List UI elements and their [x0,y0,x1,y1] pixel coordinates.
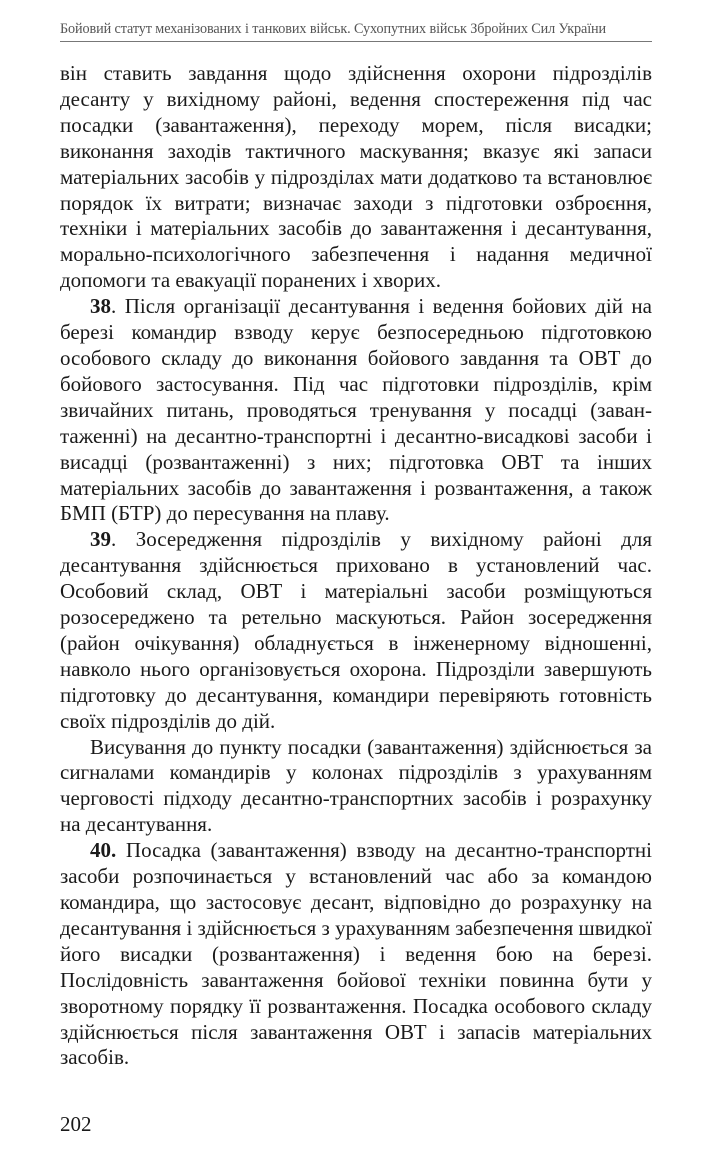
running-header: Бойовий статут механізованих і танкових військ. Сухопутних військ Збройних Сил України [60,20,652,42]
paragraph-text: Посадка (завантаження) взводу на десантно-транспортні засоби розпочинається у встановлений час або за командою командира, що застосовує десант, відповідно до розрахунку на десантування і здійснюється з урахуванням забезпечення швидкої його висадки (розвантаження) і ведення бою на березі. Послідовність завантаження бойової техніки повинна бути у зворотному порядку її розвантаження. Посадка особового складу здійснюється після завантаження ОВТ і запасів матеріальних засобів. [60,838,652,1070]
paragraph-number: 38 [90,294,111,319]
page-body [60,61,652,1071]
paragraph-number: 39 [90,527,111,552]
paragraph-text: . Після організації десантування і ведення бойових дій на березі командир взводу керує безпосередньою підготовкою особового складу до виконання бойового завдання та ОВТ до бойового застосування. Під час підготовки підрозділів, крім звичайних питань, проводяться тренування у посадці (завантаженні) на десантно-транспортні і десантно-висадкові засоби і висадці (розвантаженні) з них; підготовка ОВТ та інших матеріальних засобів до завантаження і розвантаження, а також БМП (БТР) до пересування на плаву. [60,294,652,526]
paragraph-text: Висування до пункту посадки (завантаження) здійснюється за сигналами командирів у колонах підрозділів з урахуванням черговості підходу десантно-транспортних засобів і розрахунку на десантування. [60,734,652,837]
paragraph-39 [60,527,652,734]
paragraph-38 [60,294,652,527]
paragraph-text: він ставить завдання щодо здійснення охорони підрозділів десанту у вихідному районі, ведення спостереження під час посадки (завантаження), переходу морем, після висадки; виконання заходів тактичного маскування; вказує які запаси матеріальних засобів у підрозділах мати додатково та встановлює порядок їх витрати; визначає заходи з підготовки озброєння, техніки і матеріальних засобів до завантаження і десантування, морально-психологічного забезпечення і надання медичної допомоги та евакуації поранених і хворих. [60,61,652,293]
paragraph-text: . Зосередження підрозділів у вихідному районі для десантування здійснюється приховано в установлений час. Особовий склад, ОВТ і матеріальні засоби розміщуються розосереджено та ретельно маскуються. Район зосередження (район очікування) обладнується в інженерному відношенні, навколо нього організовується охорона. Підрозділи завершують підготовку до десантування, командири перевіряють готовність своїх підрозділів до дій. [60,527,652,733]
paragraph-continuation [60,61,652,294]
page-number: 202 [60,1112,92,1136]
paragraph-39-continued [60,735,652,839]
paragraph-number: 40. [90,838,117,863]
paragraph-40 [60,838,652,1071]
